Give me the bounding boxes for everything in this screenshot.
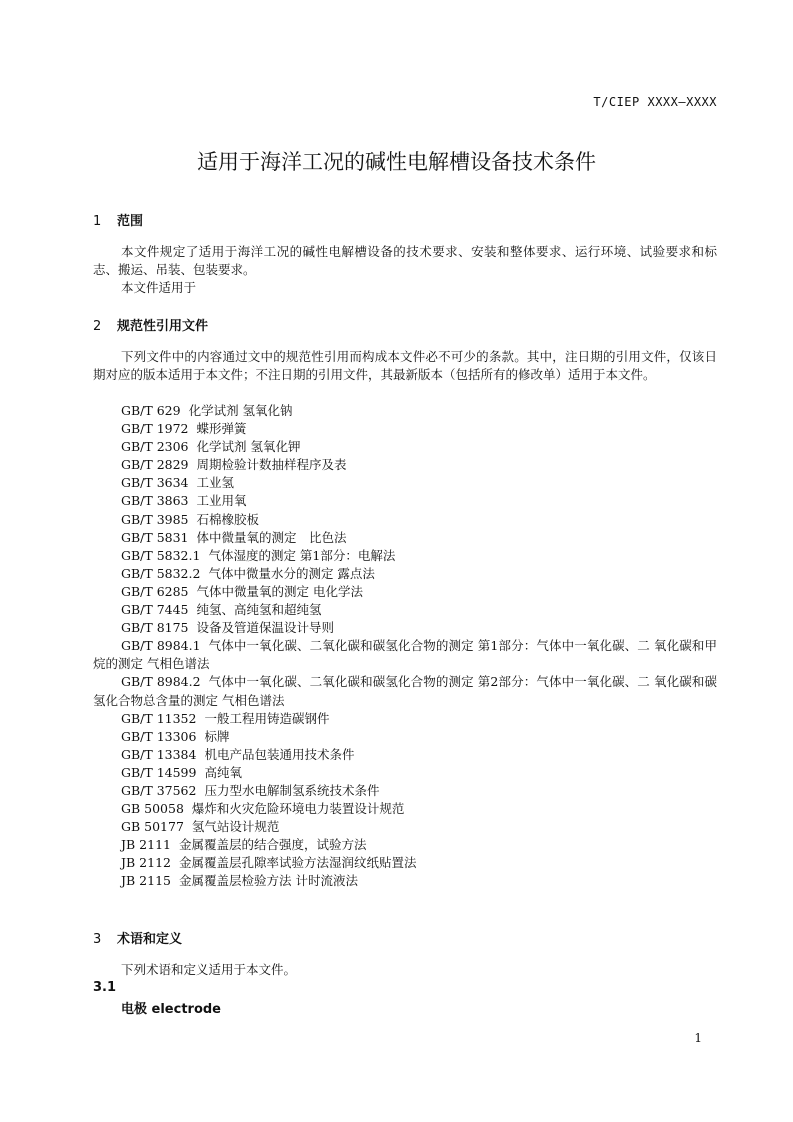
section-2-number: 2 [93,319,102,334]
reference-title: 金属覆盖层检验方法 计时流液法 [178,873,358,889]
reference-code: GB/T 5832.1 [121,547,201,563]
reference-item [93,456,717,474]
reference-code: GB/T 11352 [121,710,197,726]
reference-item [93,474,717,492]
reference-item [93,529,717,547]
reference-title: 工业氢 [196,475,235,491]
clause-number: 3.1 [93,980,117,995]
reference-code: GB/T 629 [121,403,181,418]
section-3-title: 术语和定义 [117,932,183,947]
reference-item [93,637,717,673]
reference-code: GB/T 13384 [121,746,197,762]
reference-item [93,492,717,510]
reference-item [93,728,717,746]
reference-code: GB/T 8984.1 [121,638,201,654]
reference-title: 爆炸和火灾危险环境电力装置设计规范 [191,801,405,817]
section-1-applicability: 本文件适用于 [121,280,197,295]
reference-code: GB 50177 [121,819,184,835]
reference-code: GB/T 8175 [121,620,189,636]
reference-title: 气体中微量氧的测定 电化学法 [196,583,363,599]
reference-title: 高纯氧 [204,764,242,780]
reference-title: 设备及管道保温设计导则 [196,620,335,636]
reference-code: JB 2112 [121,855,171,871]
reference-code: GB/T 8984.2 [121,674,201,690]
reference-title: 气体湿度的测定 第1部分：电解法 [208,547,396,563]
reference-item [93,547,717,565]
section-2-title: 规范性引用文件 [117,319,209,334]
reference-item [93,511,717,529]
reference-code: GB/T 3863 [121,493,189,509]
reference-code: GB/T 3985 [121,511,189,527]
reference-title: 气体中一氧化碳、二氧化碳和碳氢化合物的测定 第1部分：气体中一氧化碳、二 氧化碳和甲烷的测定 气相色谱法 [93,638,718,672]
reference-item [93,402,717,420]
reference-item [93,764,717,782]
reference-code: GB/T 2306 [121,439,189,455]
section-1-paragraph: 本文件规定了适用于海洋工况的碱性电解槽设备的技术要求、安装和整体要求、运行环境、试验要求和标志、搬运、吊装、包装要求。 [93,244,717,277]
section-3-number: 3 [93,932,102,947]
reference-title: 体中微量氧的测定 比色法 [196,529,347,545]
reference-title: 蝶形弹簧 [196,421,247,437]
reference-title: 纯氢、高纯氢和超纯氢 [196,602,322,618]
reference-code: GB/T 7445 [121,602,189,618]
section-3-heading [93,928,182,947]
reference-item [93,673,717,709]
reference-code: GB 50058 [121,801,184,817]
document-title: 适用于海洋工况的碱性电解槽设备技术条件 [197,150,596,174]
reference-code: JB 2115 [121,873,171,889]
reference-title: 石棉橡胶板 [196,511,260,527]
section-1-title: 范围 [117,214,144,229]
reference-title: 化学试剂 氢氧化钾 [196,439,301,455]
reference-item [93,782,717,800]
reference-item [93,746,717,764]
reference-code: GB/T 1972 [121,421,189,437]
reference-item [93,710,717,728]
reference-code: GB/T 37562 [121,782,197,798]
reference-title: 周期检验计数抽样程序及表 [196,457,347,473]
term-entry: 电极 electrode [121,1002,222,1017]
reference-title: 金属覆盖层孔隙率试验方法湿润纹纸贴置法 [178,855,417,871]
reference-code: GB/T 5832.2 [121,565,201,581]
section-1-heading [93,210,143,229]
section-2-intro: 下列文件中的内容通过文中的规范性引用而构成本文件必不可少的条款。其中，注日期的引用文件，仅该日期对应的版本适用于本文件；不注日期的引用文件，其最新版本（包括所有的修改单）适用于本文件。 [93,349,717,382]
reference-title: 标牌 [204,728,230,744]
reference-item [93,583,717,601]
reference-title: 压力型水电解制氢系统技术条件 [204,782,380,798]
reference-code: JB 2111 [121,837,171,853]
reference-title: 氢气站设计规范 [191,819,280,835]
reference-title: 化学试剂 氢氧化钠 [188,403,293,418]
reference-item [93,601,717,619]
reference-code: GB/T 13306 [121,728,197,744]
reference-title: 一般工程用铸造碳钢件 [204,710,330,726]
section-3-intro: 下列术语和定义适用于本文件。 [121,962,297,977]
reference-item [93,836,717,854]
section-2-heading [93,315,208,334]
reference-item [93,565,717,583]
reference-code: GB/T 3634 [121,475,189,491]
reference-title: 金属覆盖层的结合强度，试验方法 [178,837,367,853]
reference-item [93,619,717,637]
reference-item [93,818,717,836]
reference-code: GB/T 6285 [121,583,189,599]
reference-item [93,800,717,818]
reference-item [93,854,717,872]
reference-list [93,402,717,891]
reference-code: GB/T 2829 [121,457,189,473]
reference-item [93,420,717,438]
reference-title: 机电产品包装通用技术条件 [204,746,355,762]
reference-title: 气体中微量水分的测定 露点法 [208,565,375,581]
reference-title: 气体中一氧化碳、二氧化碳和碳氢化合物的测定 第2部分：气体中一氧化碳、二 氧化碳和碳氢化合物总含量的测定 气相色谱法 [93,674,718,708]
reference-item [93,438,717,456]
standard-code: T/CIEP XXXX—XXXX [593,95,717,109]
section-1-number: 1 [93,214,102,229]
reference-code: GB/T 5831 [121,529,189,545]
reference-title: 工业用氧 [196,493,247,509]
reference-code: GB/T 14599 [121,764,197,780]
page-number: 1 [694,1031,702,1045]
reference-item [93,872,717,890]
